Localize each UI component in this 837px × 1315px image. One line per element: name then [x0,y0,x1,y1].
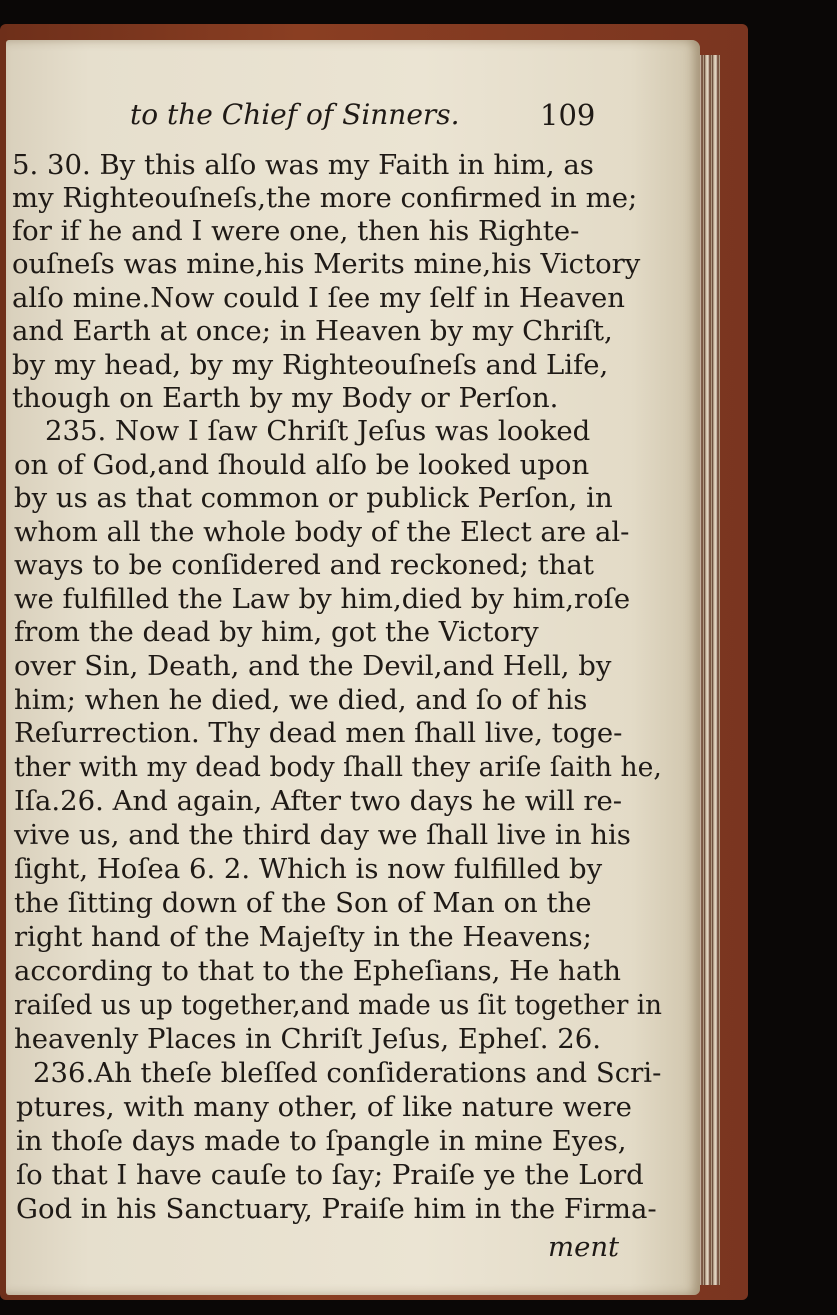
text-line: from the dead by him, got the Victory [14,616,539,648]
text-line: Iſa.26. And again, After two days he will re- [14,785,623,817]
text-line: we fulfilled the Law by him,died by him,roſe [14,583,631,615]
text-line: by my head, by my Righteouſneſs and Life, [12,349,609,381]
text-line: 235. Now I ſaw Chriſt Jeſus was looked [45,415,591,447]
text-line: ways to be conſidered and reckoned; that [14,549,594,581]
text-line: on of God,and ſhould alſo be looked upon [14,449,590,481]
running-title: to the Chief of Sinners. [130,98,460,131]
text-line: 5. 30. By this alſo was my Faith in him, as [12,149,594,181]
text-line: ſight, Hoſea 6. 2. Which is now fulfilled by [14,853,603,885]
page-number: 109 [540,98,596,132]
text-line: whom all the whole body of the Elect are al- [14,516,630,548]
text-line: by us as that common or publick Perſon, in [14,482,613,514]
text-line: alſo mine.Now could I ſee my ſelf in Heaven [12,282,625,314]
text-line: the ſitting down of the Son of Man on the [14,887,592,919]
text-line: though on Earth by my Body or Perſon. [12,382,559,414]
text-line: and Earth at once; in Heaven by my Chriſt, [12,315,613,347]
text-line: God in his Sanctuary, Praiſe him in the Firma- [16,1193,657,1225]
text-line: over Sin, Death, and the Devil,and Hell, by [14,650,612,682]
text-line: ouſneſs was mine,his Merits mine,his Victory [12,248,641,280]
text-line: raiſed us up together,and made us ſit together in [14,989,662,1021]
text-line: ther with my dead body ſhall they ariſe ſaith he, [14,751,662,783]
text-line: vive us, and the third day we ſhall live in his [14,819,631,851]
catchword: ment [548,1231,620,1263]
text-line: my Righteouſneſs,the more confirmed in me; [12,182,638,214]
text-line: in thoſe days made to ſpangle in mine Eyes, [16,1125,627,1157]
text-line: heavenly Places in Chriſt Jeſus, Epheſ. 26. [14,1023,601,1055]
text-line: 236.Ah theſe bleſſed conſiderations and Scri- [33,1057,662,1089]
text-line: Reſurrection. Thy dead men ſhall live, toge- [14,717,623,749]
text-line: him; when he died, we died, and ſo of his [14,684,588,716]
text-line: ſo that I have cauſe to ſay; Praiſe ye the Lord [16,1159,644,1191]
text-line: according to that to the Epheſians, He hath [14,955,621,987]
text-line: right hand of the Majeſty in the Heavens; [14,921,592,953]
text-line: ptures, with many other, of like nature were [16,1091,632,1123]
text-line: for if he and I were one, then his Righte- [12,215,580,247]
